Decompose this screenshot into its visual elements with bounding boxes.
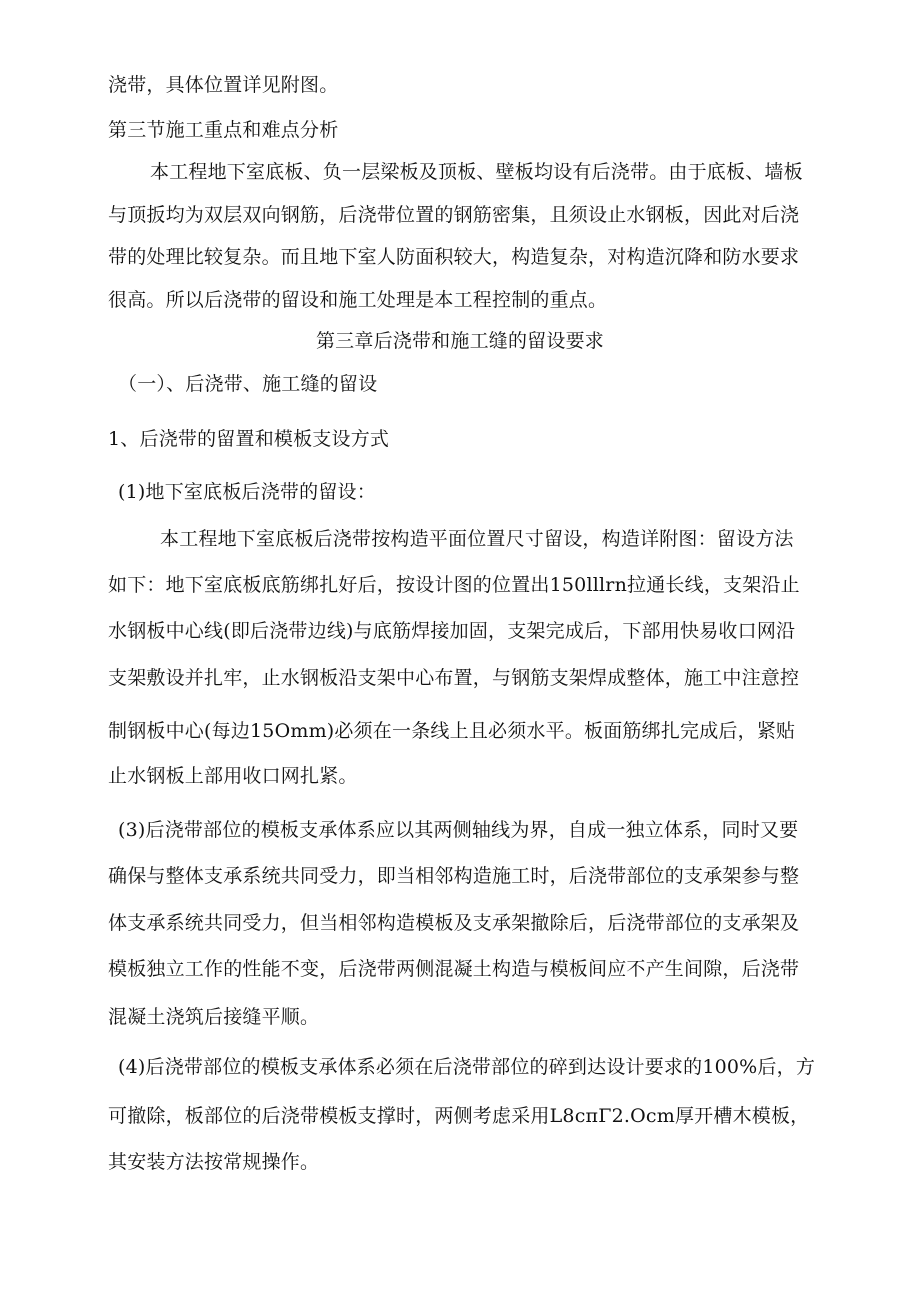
paragraph-line: 水钢板中心线(即后浇带边线)与底筋焊接加固，支架完成后，下部用快易收口网沿 [108, 620, 796, 642]
paragraph-line: (4)后浇带部位的模板支承体系必须在后浇带部位的碎到达设计要求的100%后，方 [118, 1056, 816, 1078]
paragraph-line: (3)后浇带部位的模板支承体系应以其两侧轴线为界，自成一独立体系，同时又要 [118, 819, 799, 841]
paragraph-line: 制钢板中心(每边15Omm)必须在一条线上且必须水平。板面筋绑扎完成后，紧贴 [108, 720, 796, 742]
paragraph-line: 其安装方法按常规操作。 [108, 1151, 320, 1173]
item-heading: 1、后浇带的留置和模板支设方式 [108, 428, 390, 450]
paragraph-line: 如下：地下室底板底筋绑扎好后，按设计图的位置出150lllrn拉通长线，支架沿止 [108, 574, 800, 596]
paragraph-line: 模板独立工作的性能不变，后浇带两侧混凝土构造与模板间应不产生间隙，后浇带 [108, 958, 800, 980]
paragraph-line: 混凝土浇筑后接缝平顺。 [108, 1006, 320, 1028]
paragraph-line: 很高。所以后浇带的留设和施工处理是本工程控制的重点。 [108, 289, 608, 311]
text-line-continuation: 浇带，具体位置详见附图。 [108, 74, 339, 96]
paragraph-line: 可撤除，板部位的后浇带模板支撑时，两侧考虑采用L8cπΓ2.Ocm厚开槽木模板， [108, 1105, 810, 1127]
paragraph-line: 本工程地下室底板后浇带按构造平面位置尺寸留设，构造详附图：留设方法 [160, 528, 794, 550]
paragraph-line: 本工程地下室底板、负一层梁板及顶板、壁板均设有后浇带。由于底板、墙板 [150, 161, 803, 183]
subsection-heading: （一）、后浇带、施工缝的留设 [118, 373, 378, 395]
section-heading: 第三节施工重点和难点分析 [108, 119, 339, 141]
subitem-heading: (1)地下室底板后浇带的留设： [118, 481, 376, 503]
paragraph-line: 确保与整体支承系统共同受力，即当相邻构造施工时，后浇带部位的支承架参与整 [108, 865, 800, 887]
chapter-heading: 第三章后浇带和施工缝的留设要求 [315, 330, 604, 352]
paragraph-line: 与顶扳均为双层双向钢筋，后浇带位置的钢筋密集，且须设止水钢板，因此对后浇 [108, 204, 800, 226]
paragraph-line: 带的处理比较复杂。而且地下室人防面积较大，构造复杂，对构造沉降和防水要求 [108, 246, 800, 268]
paragraph-line: 支架敷设并扎牢，止水钢板沿支架中心布置，与钢筋支架焊成整体，施工中注意控 [108, 667, 800, 689]
paragraph-line: 止水钢板上部用收口网扎紧。 [108, 765, 358, 787]
paragraph-line: 体支承系统共同受力，但当相邻构造模板及支承架撤除后，后浇带部位的支承架及 [108, 912, 800, 934]
